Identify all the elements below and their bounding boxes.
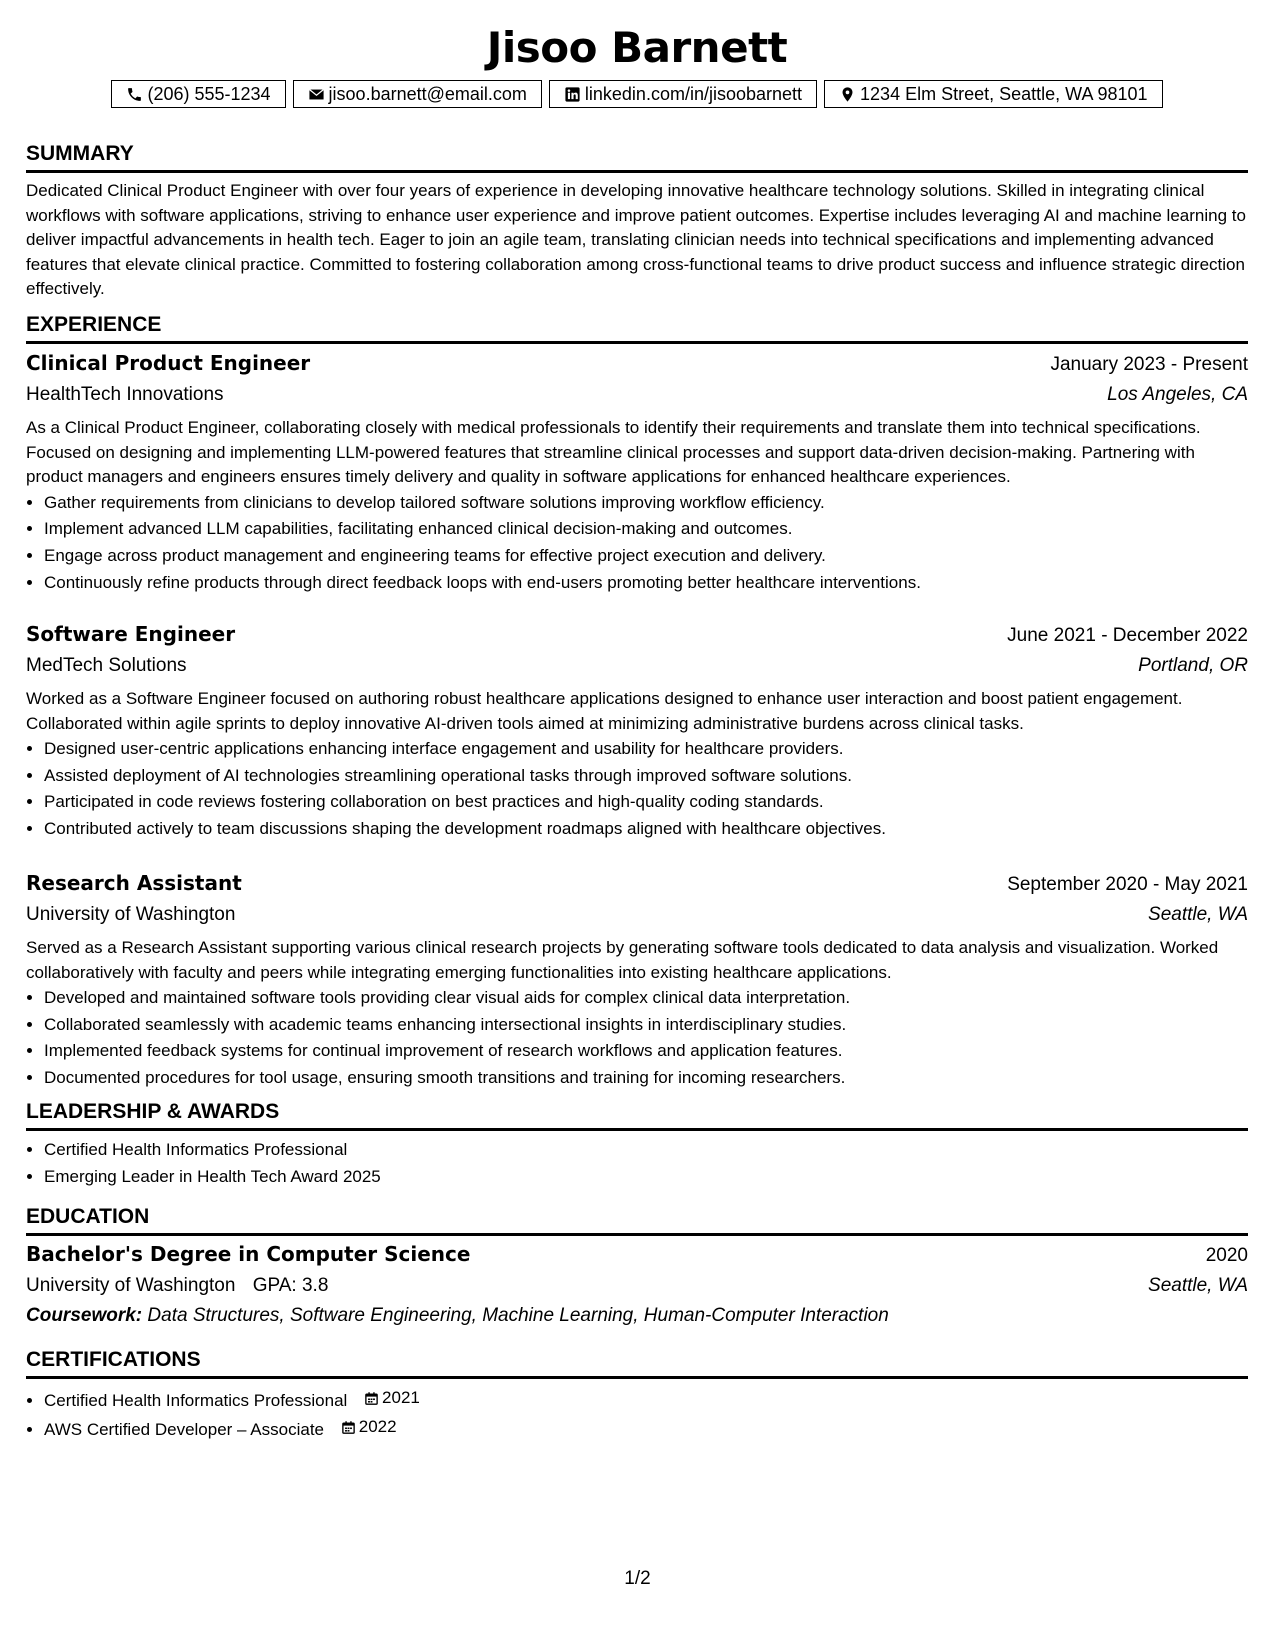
job-bullets [26,490,1248,596]
candidate-name: Jisoo Barnett [486,23,788,72]
contact-email[interactable] [293,80,542,108]
education-section [26,1204,1248,1331]
summary-section [26,141,1248,302]
job-company: MedTech Solutions [26,655,187,676]
leadership-list [26,1137,1248,1190]
certifications-section [26,1347,1248,1444]
job-company: HealthTech Innovations [26,384,224,405]
certification-name: Certified Health Informatics Professional [44,1390,348,1410]
list-item: • Participated in code reviews fostering collaboration on best practices and high-quality coding standards. [44,789,1248,816]
list-item: • Certified Health Informatics Professional [44,1137,1248,1164]
school-name: University of Washington [26,1275,236,1296]
school-location: Seattle, WA [1148,1275,1248,1296]
degree-title: Bachelor's Degree in Computer Science [26,1242,471,1266]
coursework-list: Data Structures, Software Engineering, Machine Learning, Human-Computer Interaction [147,1305,889,1326]
coursework-label: Coursework: [26,1305,143,1326]
list-item: • Designed user-centric applications enhancing interface engagement and usability for healthcare providers. [44,736,1248,763]
contact-phone[interactable] [111,80,285,108]
job-location: Los Angeles, CA [1107,384,1248,405]
job-dates: September 2020 - May 2021 [1007,874,1248,895]
list-item [44,1385,1248,1414]
job-entry [26,619,1248,843]
contact-linkedin[interactable] [549,80,817,108]
contact-email-text: jisoo.barnett@email.com [328,83,527,104]
gpa: GPA: 3.8 [252,1275,329,1296]
job-bullets [26,736,1248,842]
job-description: Worked as a Software Engineer focused on authoring robust healthcare applications designed to enhance user interaction and boost patient engagement. Collaborated within agile sprints to deploy innovative AI-driven tools aimed at minimizing administrative burdens across clinical tasks. [26,689,1183,733]
certification-year: 2022 [358,1417,397,1437]
contact-phone-text: (206) 555-1234 [147,83,271,104]
job-location: Seattle, WA [1148,904,1248,925]
certification-year: 2021 [382,1388,420,1407]
envelope-icon [308,86,325,103]
list-item: • Developed and maintained software tools providing clear visual aids for complex clinical data interpretation. [44,985,1248,1012]
job-company: University of Washington [26,904,236,925]
job-title: Research Assistant [26,871,242,895]
certifications-list [26,1385,1248,1444]
summary-text: Dedicated Clinical Product Engineer with over four years of experience in developing innovative healthcare technology solutions. Skilled in integrating clinical workflows with software applications, striving to enhance user experience and improve patient outcomes. Expertise includes leveraging AI and machine learning to deliver impactful advancements in health tech. Eager to join an agile team, translating clinician needs into technical specifications and implementing advanced features that elevate clinical practice. Committed to fostering collaboration among cross-functional teams to drive product success and influence strategic direction effectively. [26,181,1246,299]
location-pin-icon [839,86,856,103]
graduation-year: 2020 [1205,1245,1248,1266]
list-item: • Engage across product management and engineering teams for effective project execution and delivery. [44,543,1248,570]
job-location: Portland, OR [1138,655,1248,676]
linkedin-icon [564,86,581,103]
list-item: • Assisted deployment of AI technologies streamlining operational tasks through improved software solutions. [44,763,1248,790]
list-item: • Documented procedures for tool usage, ensuring smooth transitions and training for incoming researchers. [44,1065,1248,1092]
experience-section [26,312,1248,344]
list-item: • Contributed actively to team discussions shaping the development roadmaps aligned with healthcare objectives. [44,816,1248,843]
list-item [44,1414,1248,1443]
job-entry [26,868,1248,1092]
job-title: Clinical Product Engineer [26,351,311,375]
experience-heading: EXPERIENCE [26,312,1248,344]
list-item: • Continuously refine products through direct feedback loops with end-users promoting better healthcare interventions. [44,570,1248,597]
summary-heading: SUMMARY [26,141,1248,173]
contact-bar [26,80,1248,108]
certification-name: AWS Certified Developer – Associate [44,1420,324,1440]
list-item: • Emerging Leader in Health Tech Award 2025 [44,1164,1248,1191]
phone-icon [126,86,143,103]
job-bullets [26,985,1248,1091]
job-description: Served as a Research Assistant supporting various clinical research projects by generating software tools dedicated to data analysis and visualization. Worked collaboratively with faculty and peers while integrating emerging functionalities into existing healthcare applications. [26,938,1219,982]
job-dates: June 2021 - December 2022 [1007,625,1248,646]
leadership-heading: LEADERSHIP & AWARDS [26,1099,1248,1131]
certifications-heading: CERTIFICATIONS [26,1347,1248,1379]
contact-linkedin-text: linkedin.com/in/jisoobarnett [584,83,803,104]
calendar-icon [364,1391,379,1406]
list-item: • Collaborated seamlessly with academic teams enhancing intersectional insights in interdisciplinary studies. [44,1012,1248,1039]
job-description: As a Clinical Product Engineer, collaborating closely with medical professionals to identify their requirements and translate them into technical specifications. Focused on designing and implementing LLM-powered features that streamline clinical processes and support data-driven decision-making. Partnering with product managers and engineers ensures timely delivery and quality in software applications for enhanced healthcare experiences. [26,418,1201,487]
job-dates: January 2023 - Present [1050,354,1248,375]
job-title: Software Engineer [26,622,236,646]
job-entry [26,348,1248,596]
list-item: • Gather requirements from clinicians to develop tailored software solutions improving workflow efficiency. [44,490,1248,517]
contact-address[interactable] [824,80,1163,108]
page-number: 1/2 [624,1568,651,1589]
list-item: • Implement advanced LLM capabilities, facilitating enhanced clinical decision-making and outcomes. [44,516,1248,543]
contact-address-text: 1234 Elm Street, Seattle, WA 98101 [860,83,1148,104]
list-item: • Implemented feedback systems for continual improvement of research workflows and application features. [44,1038,1248,1065]
leadership-section [26,1099,1248,1190]
calendar-icon [341,1420,356,1435]
education-heading: EDUCATION [26,1204,1248,1236]
